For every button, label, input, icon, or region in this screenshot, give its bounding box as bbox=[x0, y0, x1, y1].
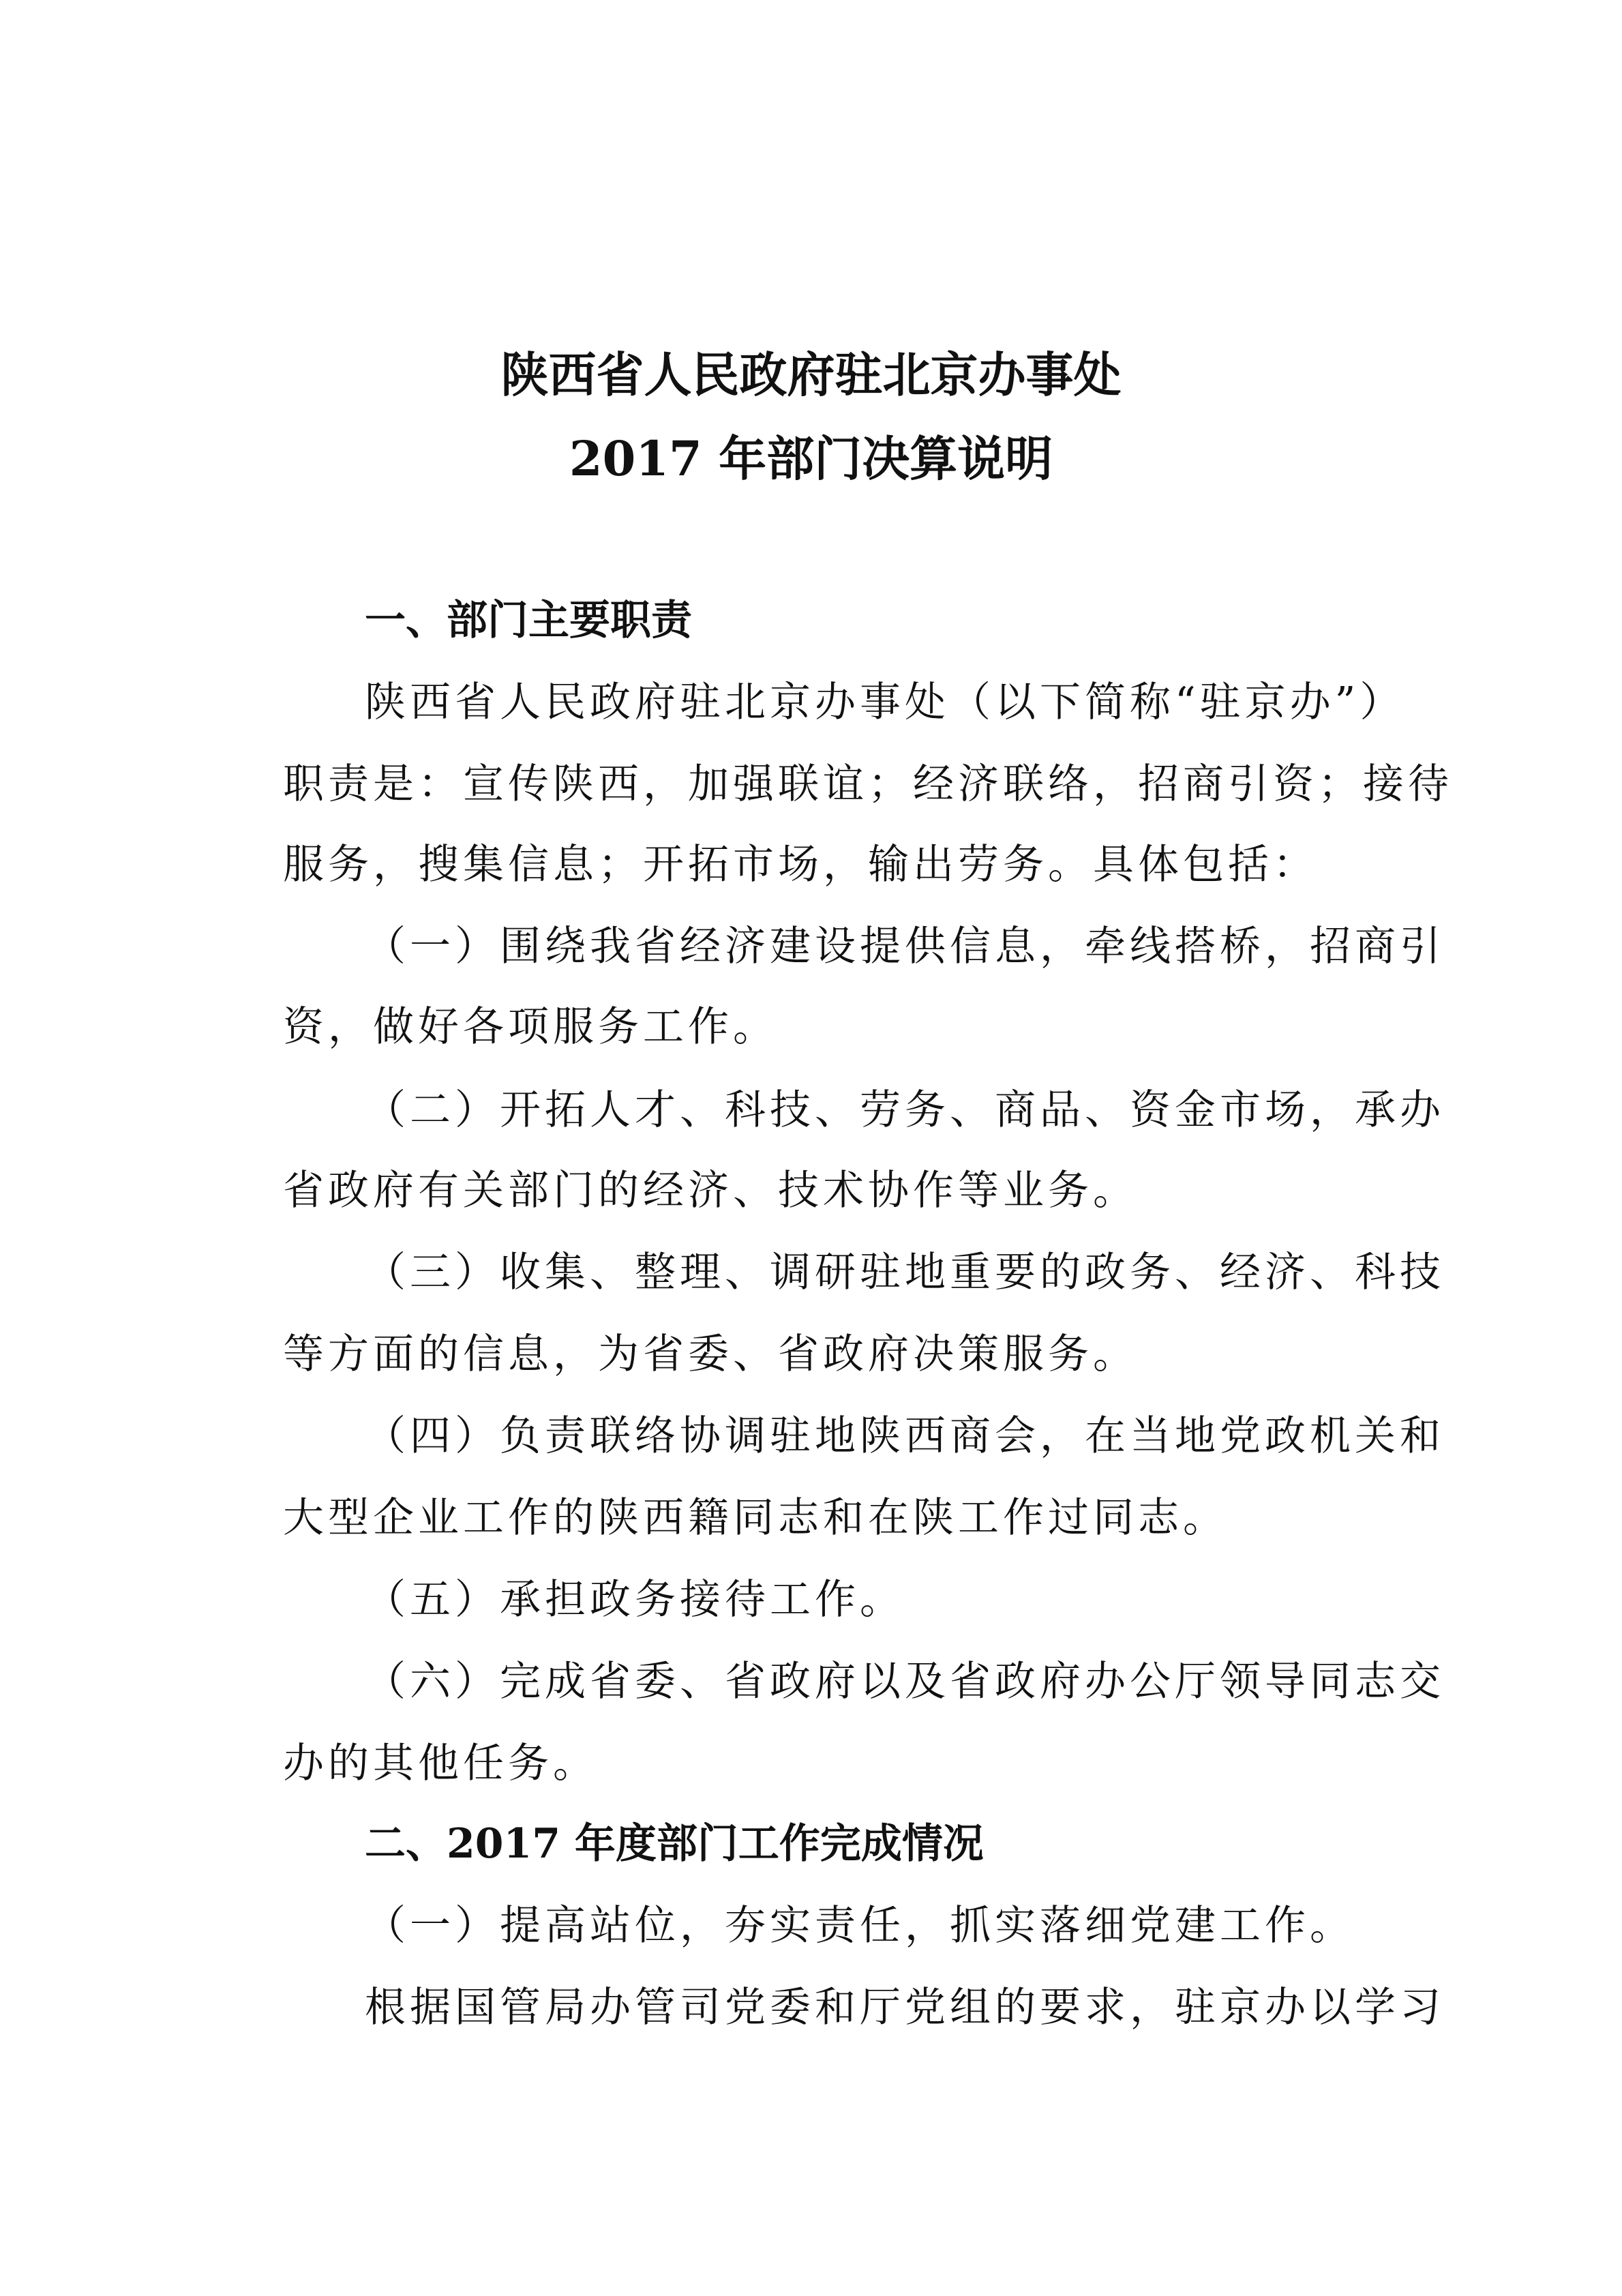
list-item-line: （四）负责联络协调驻地陕西商会，在当地党政机关和 bbox=[365, 1412, 1445, 1460]
list-item-line: 资，做好各项服务工作。 bbox=[283, 1003, 778, 1051]
paragraph-line: （一）提高站位，夯实责任，抓实落细党建工作。 bbox=[365, 1902, 1355, 1950]
paragraph-line: 服务，搜集信息；开拓市场，输出劳务。具体包括： bbox=[283, 841, 1318, 889]
list-item-line: 大型企业工作的陕西籍同志和在陕工作过同志。 bbox=[283, 1494, 1228, 1542]
list-item-line: 等方面的信息，为省委、省政府决策服务。 bbox=[283, 1330, 1138, 1378]
list-item-line: （六）完成省委、省政府以及省政府办公厅领导同志交 bbox=[365, 1658, 1445, 1705]
paragraph-line: 陕西省人民政府驻北京办事处（以下简称“驻京办”） bbox=[365, 679, 1405, 726]
section-heading-1: 一、部门主要职责 bbox=[365, 597, 692, 644]
list-item-line: 办的其他任务。 bbox=[283, 1740, 598, 1787]
list-item-line: （五）承担政务接待工作。 bbox=[365, 1576, 905, 1624]
paragraph-line: 根据国管局办管司党委和厅党组的要求，驻京办以学习 bbox=[365, 1984, 1445, 2031]
list-item-line: （二）开拓人才、科技、劳务、商品、资金市场，承办 bbox=[365, 1086, 1445, 1134]
document-title-line-1: 陕西省人民政府驻北京办事处 bbox=[500, 346, 1122, 403]
paragraph-line: 职责是：宣传陕西，加强联谊；经济联络，招商引资；接待 bbox=[283, 760, 1453, 808]
document-title-line-2: 2017 年部门决算说明 bbox=[569, 430, 1053, 487]
list-item-line: （三）收集、整理、调研驻地重要的政务、经济、科技 bbox=[365, 1249, 1445, 1296]
list-item-line: 省政府有关部门的经济、技术协作等业务。 bbox=[283, 1167, 1138, 1214]
section-heading-2: 二、2017 年度部门工作完成情况 bbox=[365, 1820, 984, 1868]
list-item-line: （一）围绕我省经济建设提供信息，牵线搭桥，招商引 bbox=[365, 923, 1445, 970]
